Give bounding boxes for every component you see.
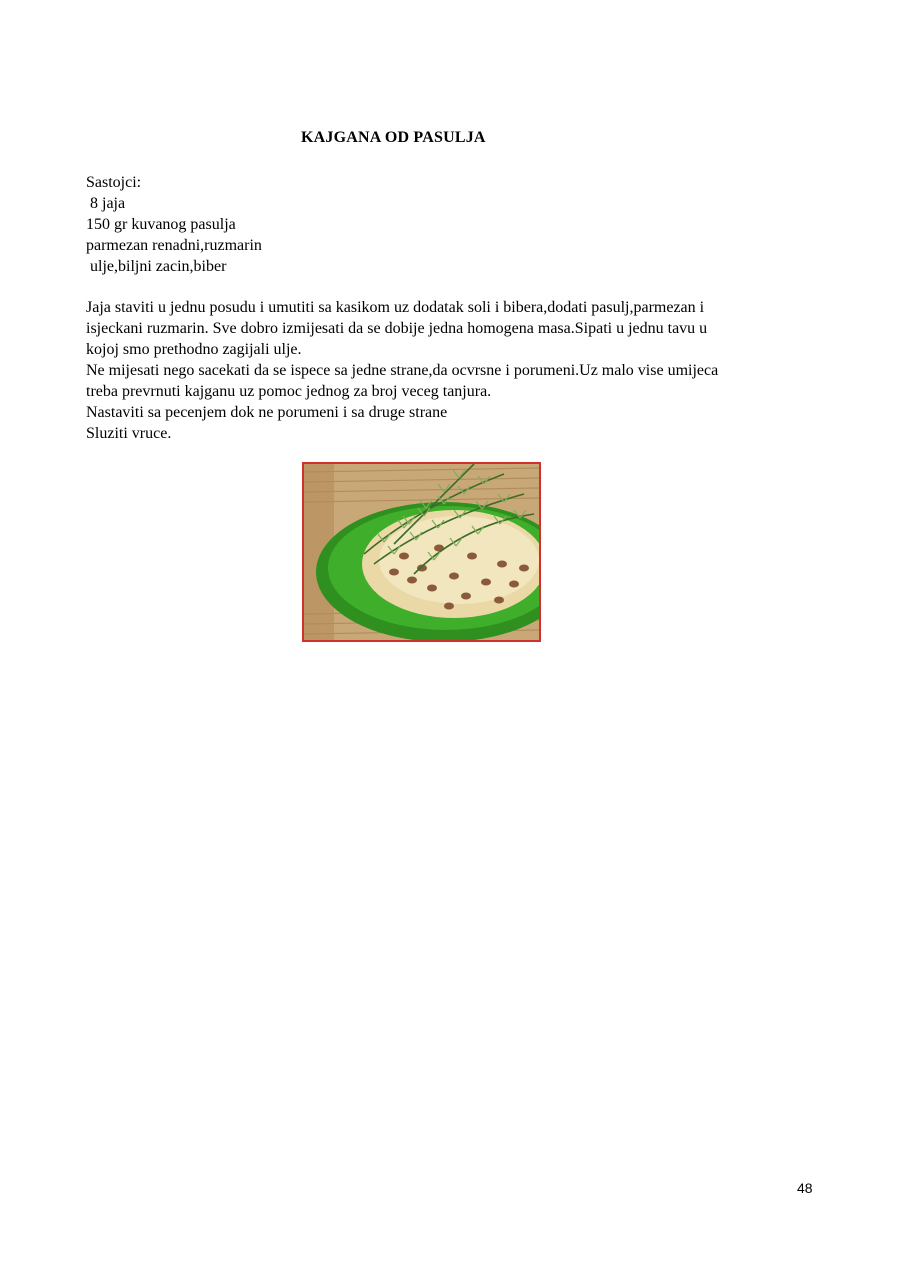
ingredient-item: 8 jaja [86, 195, 126, 212]
instruction-line: Nastaviti sa pecenjem dok ne porumeni i sa druge strane [86, 404, 448, 421]
ingredients-heading: Sastojci: [86, 174, 142, 191]
instructions-section [86, 297, 816, 444]
ingredient-item: 150 gr kuvanog pasulja [86, 216, 236, 233]
instruction-line: kojoj smo prethodno zagijali ulje. [86, 341, 302, 358]
instruction-line: treba prevrnuti kajganu uz pomoc jednog za broj veceg tanjura. [86, 383, 492, 400]
instruction-line: Jaja staviti u jednu posudu i umutiti sa kasikom uz dodatak soli i bibera,dodati pasulj,parmezan i [86, 299, 705, 316]
dish-photo [302, 462, 541, 642]
instruction-line: isjeckani ruzmarin. Sve dobro izmijesati da se dobije jedna homogena masa.Sipati u jednu tavu u [86, 320, 708, 337]
page-number: 48 [797, 1180, 813, 1196]
ingredients-section [86, 172, 262, 277]
ingredient-item: ulje,biljni zacin,biber [86, 258, 227, 275]
recipe-title: KAJGANA OD PASULJA [301, 129, 486, 146]
instruction-line: Ne mijesati nego sacekati da se ispece sa jedne strane,da ocvrsne i porumeni.Uz malo vise umijeca [86, 362, 719, 379]
ingredient-item: parmezan renadni,ruzmarin [86, 237, 262, 254]
instruction-line: Sluziti vruce. [86, 425, 172, 442]
